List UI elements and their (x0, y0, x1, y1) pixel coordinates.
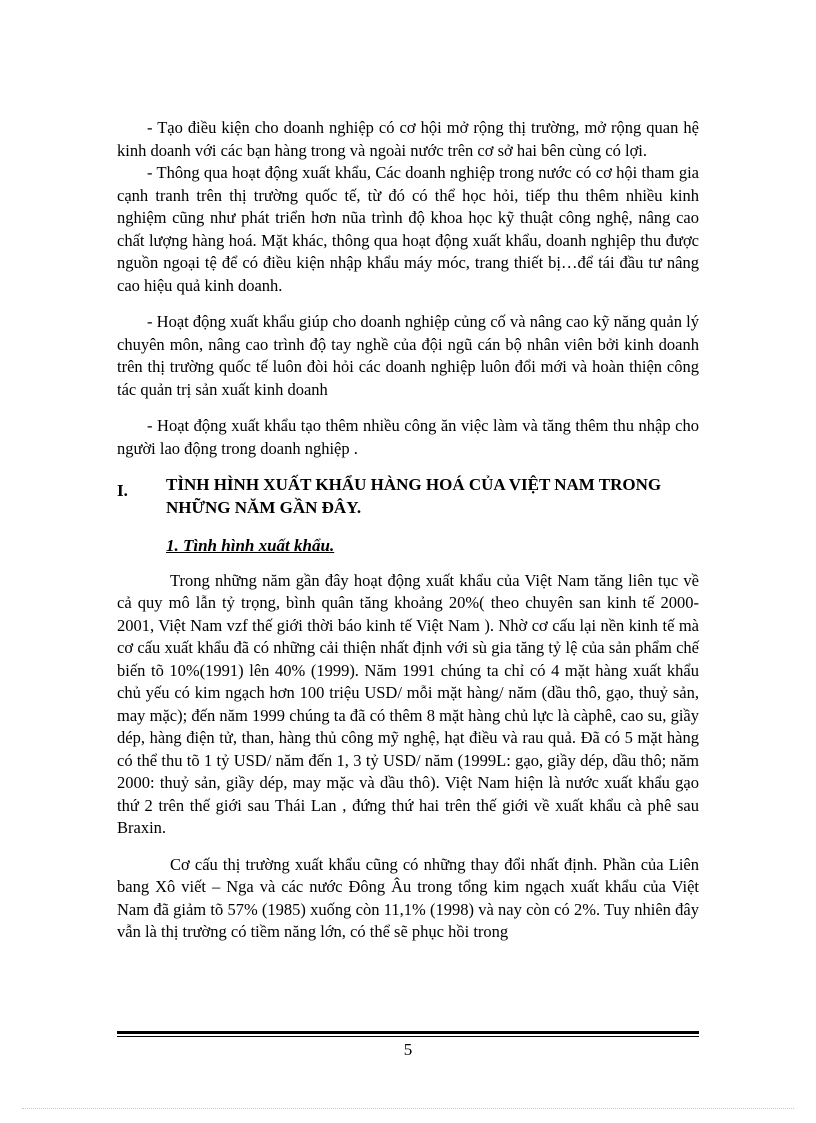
page-number: 5 (403, 1040, 413, 1059)
paragraph-export-growth: Trong những năm gần đây hoạt động xuất khẩu của Việt Nam tăng liên tục về cả quy mô lẫn tỷ trọng, bình quân tăng khoảng 20%( theo chuyên san kinh tế 2000-2001, Việt Nam vzf thế giới thời báo kinh tế Việt Nam ). Nhờ cơ cấu lại nền kinh tế mà cơ cấu xuất khẩu đã có những cải thiện nhất định với sù gia tăng tỷ lệ của sản phẩm chế biến tõ 10%(1991) lên 40% (1999). Năm 1991 chúng ta chỉ có 4 mặt hàng xuất khẩu chủ yếu có kim ngạch hơn 100 triệu USD/ mỗi mặt hàng/ năm (dầu thô, gạo, thuỷ sản, may mặc); đến năm 1999 chúng ta đã có thêm 8 mặt hàng chủ lực là càphê, cao su, giầy dép, hàng điện tử, than, hàng thủ công mỹ nghệ, hạt điều và rau quả. Đã có 5 mặt hàng có thể thu tõ 1 tỷ USD/ năm đến 1, 3 tỷ USD/ năm (1999L: gạo, giầy dép, dầu thô; năm 2000: thuỷ sản, giầy dép, may mặc và dầu thô). Việt Nam hiện là nước xuất khẩu gạo thứ 2 trên thế giới sau Thái Lan , đứng thứ hai trên thế giới về xuất khẩu cà phê sau Braxin. (117, 570, 699, 837)
subsection-heading: 1. Tình hình xuất khẩu. (166, 536, 335, 555)
paragraph-market-structure: Cơ cấu thị trường xuất khẩu cũng có những thay đổi nhất định. Phần của Liên bang Xô viết – Nga và các nước Đông Âu trong tổng kim ngạch xuất khẩu của Việt Nam đã giảm tõ 57% (1985) xuống còn 11,1% (1998) và nay còn có 2%. Tuy nhiên đây vẫn là thị trường có tiềm năng lớn, có thể sẽ phục hồi trong (117, 854, 699, 941)
page-bottom-border (22, 1108, 794, 1109)
paragraph-gap (117, 297, 699, 311)
section-title: TÌNH HÌNH XUẤT KHẨU HÀNG HOÁ CỦA VIỆT NAM TRONG NHỮNG NĂM GẦN ĐÂY. (166, 475, 662, 517)
footer-rule (117, 1031, 699, 1037)
paragraph-international-competition: - Thông qua hoạt động xuất khẩu, Các doanh nghiệp trong nước có cơ hội tham gia cạnh tranh trên thị trường quốc tế, từ đó có thể học hỏi, tiếp thu thêm nhiều kinh nghiệm cũng như phát triển hơn nũa trình độ khoa học kỹ thuật công nghệ, nâng cao chất lượng hàng hoá. Mặt khác, thông qua hoạt động xuất khẩu, doanh nghịêp thu được nguồn ngoại tệ để có điều kiện nhập khẩu máy móc, trang thiết bị…để tái đầu tư nâng cao hiệu quả kinh doanh. (117, 163, 699, 295)
page-content (117, 117, 699, 944)
paragraph-market-expansion: - Tạo điều kiện cho doanh nghiệp có cơ hội mở rộng thị trường, mở rộng quan hệ kinh doanh với các bạn hàng trong và ngoài nước trên cơ sở hai bên cùng có lợi. (117, 118, 699, 160)
paragraph-gap (117, 401, 699, 415)
paragraph-management-skills: - Hoạt động xuất khẩu giúp cho doanh nghiệp củng cố và nâng cao kỹ năng quản lý chuyên môn, nâng cao trình độ tay nghề của đội ngũ cán bộ nhân viên bởi kinh doanh trên thị trường quốc tế luôn đòi hỏi các doanh nghiệp luôn đổi mới và hoàn thiện công tác quản trị sản xuất kinh doanh (117, 312, 699, 399)
paragraph-employment: - Hoạt động xuất khẩu tạo thêm nhiều công ăn việc làm và tăng thêm thu nhập cho người lao động trong doanh nghiệp . (117, 416, 699, 458)
paragraph-gap (117, 840, 699, 854)
section-number: I. (117, 481, 128, 500)
section-heading (117, 474, 699, 519)
